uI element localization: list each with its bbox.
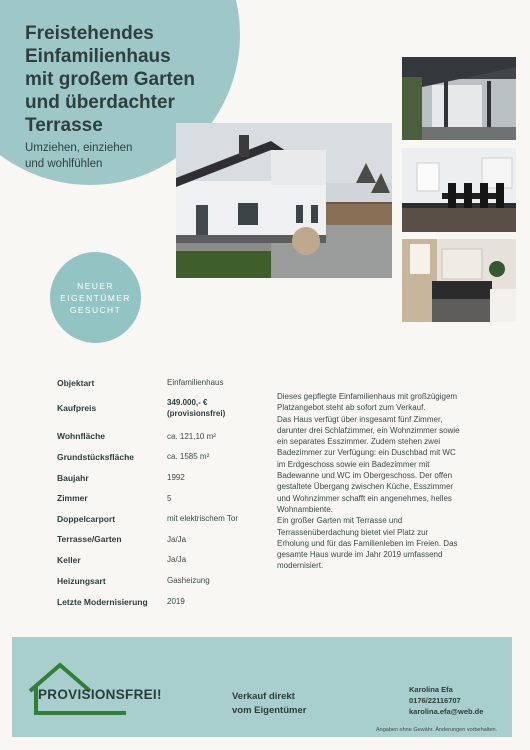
disclaimer: Angaben ohne Gewähr. Änderungen vorbehalten. xyxy=(376,727,498,733)
detail-value: Ja/Ja xyxy=(167,534,187,544)
provisionsfrei-logo-text: PROVISIONSFREI! xyxy=(38,687,162,702)
detail-label: Wohnfläche xyxy=(57,431,106,441)
detail-label: Baujahr xyxy=(57,472,89,483)
detail-row xyxy=(57,375,262,390)
detail-row xyxy=(57,446,262,467)
detail-value: 5 xyxy=(167,493,172,503)
detail-label: Zimmer xyxy=(57,493,88,503)
price-value: 349.000,- € (provisionsfrei) xyxy=(167,398,226,418)
detail-label: Grundstücksfläche xyxy=(57,451,134,462)
new-owner-badge xyxy=(50,252,141,343)
detail-label: Doppelcarport xyxy=(57,513,116,524)
detail-label: Kaufpreis xyxy=(57,403,97,413)
detail-row xyxy=(57,390,262,426)
detail-label: Letzte Modernisierung xyxy=(57,596,148,607)
contact-block xyxy=(409,684,483,717)
detail-value: Ja/Ja xyxy=(167,555,187,564)
detail-row xyxy=(57,488,262,508)
terrace-photo xyxy=(402,57,516,140)
badge-text: NEUER EIGENTÜMER GESUCHT xyxy=(60,280,131,315)
detail-value: Gasheizung xyxy=(167,576,210,585)
detail-row xyxy=(57,508,262,529)
detail-label: Heizungsart xyxy=(57,575,106,586)
house-exterior-photo xyxy=(176,123,392,278)
detail-value: mit elektrischem Tor xyxy=(167,514,238,523)
detail-value: ca. 121,10 m² xyxy=(167,431,216,441)
contact-phone[interactable]: 0176/22116707 xyxy=(409,696,461,705)
detail-row xyxy=(57,467,262,488)
property-description: Dieses gepflegte Einfamilienhaus mit großzügigem Platzangebot steht ab sofort zum Verkauf. Das Haus verfügt über insgesamt fünf Zimmer, darunter drei Schlafzimmer, ein Wohnzimmer sowie ein separates Esszimmer. Zudem stehen zwei Badezimmer zur Verfügung: ein Duschbad mit WC im Erdgeschoss sowie ein Badezimmer mit Badewanne und WC im Obergeschoss. Der offen gestaltete Übergang zwischen Küche, Esszimmer und Wohnzimmer schafft ein angenehmes, helles Wohnambiente. Ein großer Garten mit Terrasse und Terrassenüberdachung bietet viel Platz zur Erholung und für das Familienleben im Freien. Das gesamte Haus wurde im Jahr 2019 umfassend modernisiert. xyxy=(277,392,460,571)
detail-value: 1992 xyxy=(167,473,185,482)
footer-banner xyxy=(12,637,512,737)
detail-label: Keller xyxy=(57,554,81,565)
detail-value: 2019 xyxy=(167,597,185,606)
dining-room-photo xyxy=(402,148,516,232)
page-title: Freistehendes Einfamilienhaus mit großem Garten und überdachter Terrasse xyxy=(25,23,195,136)
detail-label: Terrasse/Garten xyxy=(57,534,122,544)
property-details-table xyxy=(57,375,262,612)
subtitle: Umziehen, einziehen und wohlfühlen xyxy=(25,142,133,170)
contact-name: Karolina Efa xyxy=(409,685,453,694)
detail-value: ca. 1585 m² xyxy=(167,452,210,461)
detail-label: Objektart xyxy=(57,377,95,388)
detail-value: Einfamilienhaus xyxy=(167,378,224,387)
detail-row xyxy=(57,591,262,612)
detail-row xyxy=(57,570,262,591)
bathroom-photo xyxy=(402,239,516,322)
detail-row xyxy=(57,426,262,446)
detail-row xyxy=(57,529,262,549)
detail-row xyxy=(57,549,262,570)
direct-sale-tagline: Verkauf direkt vom Eigentümer xyxy=(232,691,307,716)
contact-email[interactable]: karolina.efa@web.de xyxy=(409,707,484,716)
